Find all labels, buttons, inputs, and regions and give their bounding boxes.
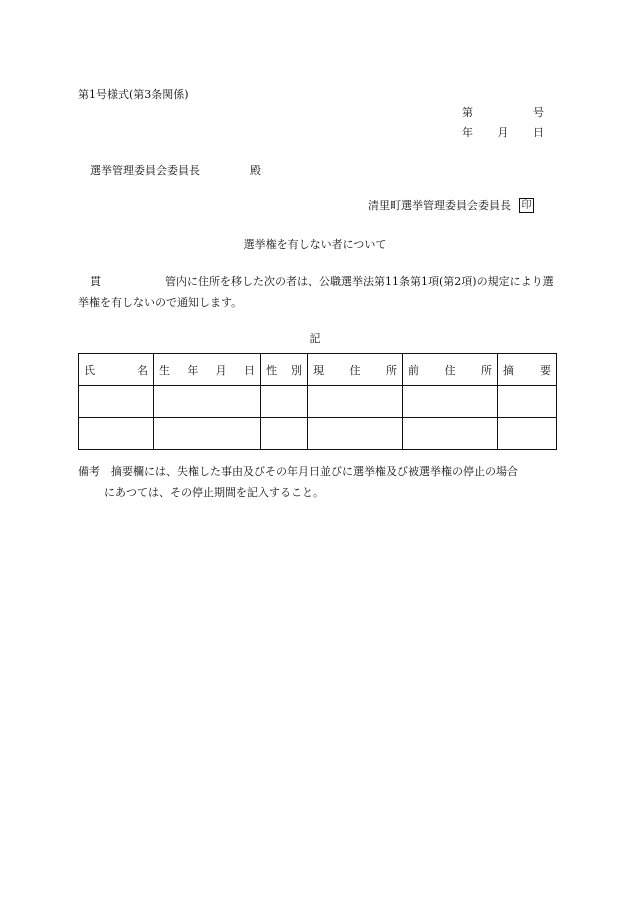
register-table [78,353,557,450]
cell-current-address[interactable] [308,386,403,418]
header-current-address: 現 住 所 [308,354,403,386]
cell-previous-address[interactable] [403,386,498,418]
cell-previous-address[interactable] [403,418,498,450]
cell-remarks[interactable] [498,386,557,418]
remarks-label: 備考 [78,465,100,478]
record-label: 記 [309,332,321,345]
header-name: 氏 名 [79,354,154,386]
sender-name: 清里町選挙管理委員会委員長 [368,199,511,212]
body-lead: 貫 [90,275,101,288]
remarks-line-1: 摘要欄には、失権した事由及びその年月日並びに選挙権及び被選挙権の停止の場合 [111,465,518,478]
cell-name[interactable] [79,418,154,450]
cell-remarks[interactable] [498,418,557,450]
date-day: 日 [533,126,544,139]
remarks-note [78,461,558,503]
body-text-1: 管内に住所を移した次の者は、公職選挙法第11条第1項(第2項)の規定によ [165,275,532,288]
date-line [462,124,544,140]
cell-birthdate[interactable] [154,386,261,418]
date-month: 月 [497,126,509,139]
document-number-line [462,104,544,120]
body-text-2: り選挙権を有しないので通知します。 [78,275,554,309]
cell-sex[interactable] [261,418,308,450]
table-row [79,386,557,418]
cell-current-address[interactable] [308,418,403,450]
sender [368,197,534,213]
form-number: 第1号様式(第3条関係) [78,88,189,101]
cell-birthdate[interactable] [154,418,261,450]
doc-number-suffix: 号 [533,106,544,119]
addressee-name: 選挙管理委員会委員長 [90,164,200,177]
header-birthdate: 生 年 月 日 [154,354,261,386]
body-paragraph [78,271,556,313]
header-remarks: 摘 要 [498,354,557,386]
table-header-row [79,354,557,386]
date-year: 年 [462,126,473,139]
cell-sex[interactable] [261,386,308,418]
doc-number-prefix: 第 [462,106,473,119]
seal-mark: 印 [519,198,534,213]
cell-name[interactable] [79,386,154,418]
header-previous-address: 前 住 所 [403,354,498,386]
remarks-line-2: にあつては、その停止期間を記入すること。 [104,486,324,499]
table-row [79,418,557,450]
document-title: 選挙権を有しない者について [243,238,387,251]
addressee [90,162,261,178]
addressee-honorific: 殿 [250,164,261,177]
header-sex: 性 別 [261,354,308,386]
